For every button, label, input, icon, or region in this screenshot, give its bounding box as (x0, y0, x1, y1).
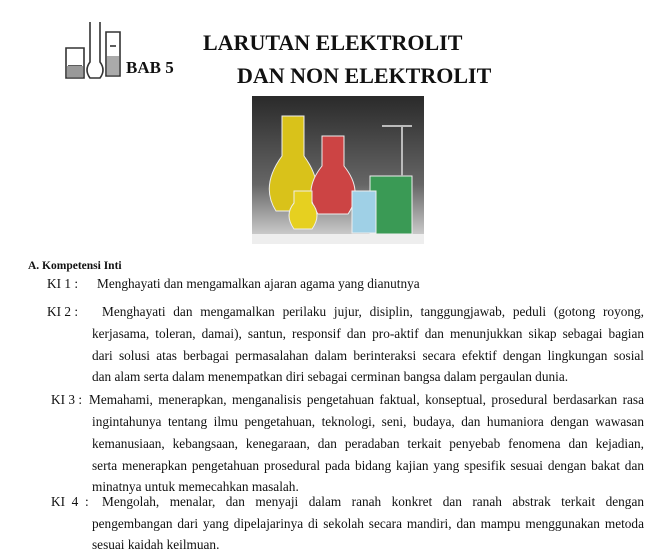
ki3-line: minatnya untuk memecahkan masalah. (92, 479, 299, 494)
ki4-line: sesuai kaidah keilmuan. (92, 537, 220, 552)
lab-glassware-photo (252, 96, 424, 244)
ki3-line: Memahami, menerapkan, menganalisis pengetahuan faktual, konseptual, prosedural berdasarkan rasa (89, 392, 644, 407)
ki2-line: dari solusi atas berbagai permasalahan dalam berinteraksi secara efektif dengan lingkungan sosial (92, 348, 644, 363)
chapter-number: BAB 5 (126, 58, 174, 77)
ki4-line: Mengolah, menalar, dan menyaji dalam ranah konkret dan ranah abstrak terkait dengan (102, 494, 644, 509)
ki4-label: KI 4 : (51, 494, 89, 509)
ki4-line: pengembangan dari yang dipelajarinya di sekolah secara mandiri, dan mampu menggunakan metoda (92, 516, 644, 531)
ki3-line: ingintahunya tentang ilmu pengetahuan, teknologi, seni, budaya, dan humaniora dengan wawasan (92, 414, 644, 429)
ki2-line: kerjasama, toleran, damai), santun, responsif dan pro-aktif dan menunjukkan sikap sebagai bagian (92, 326, 644, 341)
glassware-icon (60, 18, 128, 84)
ki2-line: dan alam serta dalam menempatkan diri sebagai cerminan bangsa dalam pergaulan dunia. (92, 369, 569, 384)
ki2-line: Menghayati dan mengamalkan perilaku jujur, disiplin, tanggungjawab, peduli (gotong royong, (102, 304, 644, 319)
ki1-text: Menghayati dan mengamalkan ajaran agama yang dianutnya (97, 276, 420, 291)
ki3-label: KI 3 : (51, 392, 83, 407)
ki1-label: KI 1 : (47, 276, 79, 291)
ki3-line: kemanusiaan, kebangsaan, kenegaraan, dan peradaban terkait penyebab fenomena dan kejadian, (92, 436, 644, 451)
chapter-title-line1: LARUTAN ELEKTROLIT (203, 30, 463, 55)
section-heading: A. Kompetensi Inti (28, 260, 122, 272)
ki2-label: KI 2 : (47, 304, 79, 319)
chapter-title-line2: DAN NON ELEKTROLIT (237, 63, 492, 88)
ki3-line: serta menerapkan pengetahuan prosedural pada bidang kajian yang spesifik sesuai dengan bakat dan (92, 458, 644, 473)
